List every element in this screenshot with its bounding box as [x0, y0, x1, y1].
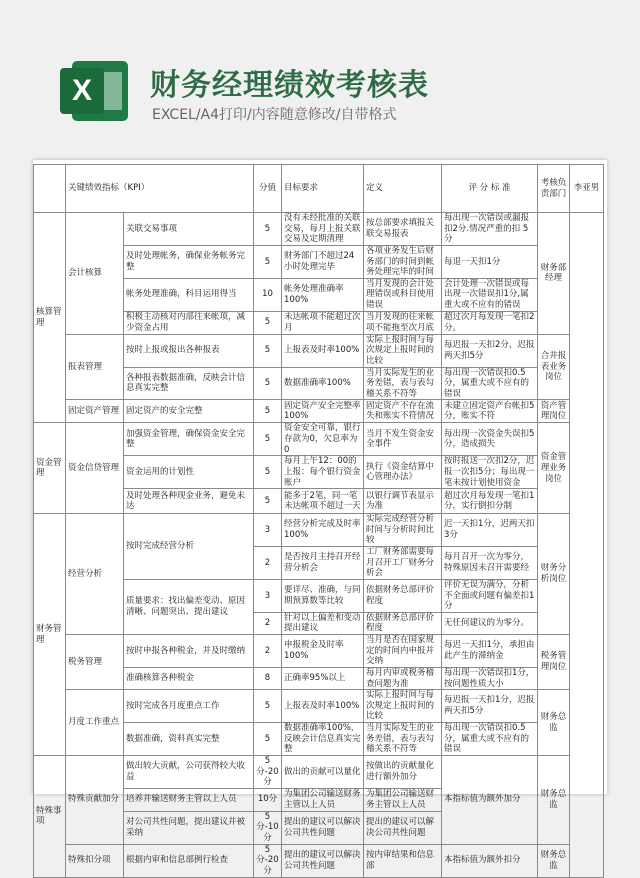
definition-cell: 固定资产不存在流失和账实不符情况	[364, 400, 442, 423]
item-cell: 培养并输送财务主管以上人员	[124, 788, 254, 811]
definition-cell: 实际上报时间与每次规定上报时间的比较	[364, 334, 442, 367]
item-cell: 固定资产的安全完整	[124, 400, 254, 423]
item-cell: 帐务处理准确，科目运用得当	[124, 278, 254, 311]
standard-cell: 每出现一次资金失误扣5分，造成损失	[442, 423, 538, 456]
target-cell: 正确率95%以上	[282, 667, 364, 689]
standard-cell: 按时报送一次扣2分，迟报一次扣5分；每出现一笔未按计划使用资金	[442, 456, 538, 489]
table-row	[34, 755, 604, 788]
page-header	[0, 0, 640, 145]
table-row	[34, 635, 604, 668]
target-cell: 帐务处理准确率100%	[282, 278, 364, 311]
dept-cell: 财务部经理	[538, 213, 570, 335]
group-cell: 资金管理	[34, 423, 66, 514]
standard-cell: 会计处理一次错误或每出现一次错误扣1分,属重大或不应有的错误	[442, 278, 538, 311]
definition-cell: 当月发现的往来帐项不能拖至次月底	[364, 311, 442, 334]
dept-cell: 合并报表业务岗位	[538, 334, 570, 400]
item-cell: 按时申报各种税金，并及时缴纳	[124, 635, 254, 668]
standard-cell: 每迟报一天扣2分，迟报两天扣5分	[442, 334, 538, 367]
definition-cell: 执行《资金结算中心管理办法》	[364, 456, 442, 489]
page-title: 财务经理绩效考核表	[150, 68, 429, 103]
target-cell: 数据准确率100%，反映会计信息真实完整	[282, 723, 364, 756]
score-cell: 5	[254, 213, 282, 246]
target-cell: 申报税金及时率100%	[282, 635, 364, 668]
target-cell: 经营分析完成及时率100%	[282, 514, 364, 547]
table-header-row	[34, 165, 604, 213]
standard-cell: 迟一天扣1分，迟两天扣3分	[442, 514, 538, 547]
score-cell: 5	[254, 489, 282, 514]
page-subtitle: EXCEL/A4打印/内容随意修改/自带格式	[152, 107, 397, 123]
standard-cell: 每月召开一次为零分，特殊原因未召开需要经	[442, 547, 538, 580]
definition-cell: 实际完成经营分析时间与分析时间比较	[364, 514, 442, 547]
target-cell: 要详尽、准确，与同期预算数等比较	[282, 579, 364, 612]
person-cell	[570, 213, 604, 878]
standard-cell: 本指标值为额外加分	[442, 755, 538, 844]
item-cell: 数据准确，资料真实完整	[124, 723, 254, 756]
item-cell: 各种报表数据准确，反映会计信息真实完整	[124, 367, 254, 400]
header-definition: 定义	[364, 165, 442, 213]
target-cell: 上报表及时率100%	[282, 334, 364, 367]
score-cell: 5	[254, 456, 282, 489]
excel-logo-letter: X	[60, 68, 104, 114]
item-cell: 按时完成各月度重点工作	[124, 690, 254, 723]
definition-cell: 当月发现的会计处理错误或科目使用错误	[364, 278, 442, 311]
target-cell: 资金安全可靠，银行存款为0，欠息率为0	[282, 423, 364, 456]
item-cell: 积极主动核对内部往来帐项，减少资金占用	[124, 311, 254, 334]
category-cell: 报表管理	[66, 334, 124, 400]
category-cell: 税务管理	[66, 635, 124, 690]
standard-cell: 未建立固定资产台帐扣5分，账实不符	[442, 400, 538, 423]
item-cell: 按时上报或报出各种报表	[124, 334, 254, 367]
dept-cell: 财务总监	[538, 844, 570, 877]
header-person: 李亚男	[570, 165, 604, 213]
standard-cell: 评价无误为满分，分析不全面或问题有偏差扣1分	[442, 579, 538, 612]
score-cell: 5	[254, 245, 282, 278]
score-cell: 2	[254, 612, 282, 634]
score-cell: 5	[254, 400, 282, 423]
item-cell: 准确核算各种税金	[124, 667, 254, 689]
group-cell: 核算管理	[34, 213, 66, 423]
target-cell: 提出的建议可以解决公司共性问题	[282, 811, 364, 844]
definition-cell: 按总部要求填报关联交易报表	[364, 213, 442, 246]
header-dept: 考核负责部门	[538, 165, 570, 213]
target-cell: 固定资产安全完整率100%	[282, 400, 364, 423]
group-cell: 特殊事项	[34, 755, 66, 877]
target-cell: 没有未经批准的关联交易，每月上报关联交易及定期清理	[282, 213, 364, 246]
definition-cell: 依据财务总部评价程度	[364, 612, 442, 634]
target-cell: 是否按月主持召开经营分析会	[282, 547, 364, 580]
score-cell: 3	[254, 514, 282, 547]
definition-cell: 每月内审或税务稽查问题为准	[364, 667, 442, 689]
target-cell: 提出的建议可以解决公司共性问题	[282, 844, 364, 877]
definition-cell: 当月实际发生的业务差错，表与表勾稽关系不符等	[364, 723, 442, 756]
score-cell: 2	[254, 547, 282, 580]
item-cell: 对公司共性问题，提出建议并被采纳	[124, 811, 254, 844]
table-row	[34, 514, 604, 547]
item-cell: 及时处理帐务，确保业务帐务完整	[124, 245, 254, 278]
score-cell: 2	[254, 635, 282, 668]
standard-cell: 每退一天扣1分	[442, 245, 538, 278]
score-cell: 5分-20分	[254, 844, 282, 877]
definition-cell: 按做出的贡献量化进行额外加分	[364, 755, 442, 788]
target-cell: 未达帐项不能超过次月	[282, 311, 364, 334]
header-score: 分值	[254, 165, 282, 213]
table-row	[34, 213, 604, 246]
target-cell: 能多于2笔，同一笔未达帐项不超过一天	[282, 489, 364, 514]
definition-cell: 按内审结果和信息部	[364, 844, 442, 877]
dept-cell: 税务管理岗位	[538, 635, 570, 690]
header-kpi: 关键绩效指标（KPI）	[66, 165, 254, 213]
category-cell: 资金信贷管理	[66, 423, 124, 514]
spreadsheet-sheet	[33, 160, 607, 876]
score-cell: 5分-10分	[254, 811, 282, 844]
item-cell: 及时处理各种现金业务，避免未达	[124, 489, 254, 514]
score-cell: 5	[254, 690, 282, 723]
dept-cell: 财务分析岗位	[538, 514, 570, 635]
score-cell: 5	[254, 723, 282, 756]
item-cell: 加强资金管理，确保资金安全完整	[124, 423, 254, 456]
definition-cell: 各项业务发生后财务部门的时间到帐务处理完毕的时间	[364, 245, 442, 278]
excel-icon	[52, 58, 128, 124]
score-cell: 5	[254, 334, 282, 367]
table-row	[34, 423, 604, 456]
category-cell: 月度工作重点	[66, 690, 124, 756]
definition-cell: 当月不发生资金安全事件	[364, 423, 442, 456]
definition-cell: 依据财务总部评价程度	[364, 579, 442, 612]
category-cell: 特殊贡献加分	[66, 755, 124, 844]
item-cell: 质量要求：找出偏差变动、原因清晰、问题突出、提出建议	[124, 579, 254, 634]
target-cell: 做出的贡献可以量化	[282, 755, 364, 788]
score-cell: 8	[254, 667, 282, 689]
target-cell: 财务部门不超过24小时处理完毕	[282, 245, 364, 278]
score-cell: 3	[254, 579, 282, 612]
definition-cell: 当月实际发生的业务差错，表与表勾稽关系不符等	[364, 367, 442, 400]
score-cell: 10	[254, 278, 282, 311]
target-cell: 为集团公司输送财务主管以上人员	[282, 788, 364, 811]
standard-cell: 每迟一天扣1分，承担由此产生的滞纳金	[442, 635, 538, 668]
definition-cell: 工厂财务部需要每月召开工厂财务分析会	[364, 547, 442, 580]
standard-cell: 每出现一次错误或漏报扣2分.情况严重的扣 5 分	[442, 213, 538, 246]
category-cell: 会计核算	[66, 213, 124, 335]
header-standard: 评 分 标 准	[442, 165, 538, 213]
standard-cell: 超过次月每发现一笔扣1分，实行倒扣分制	[442, 489, 538, 514]
score-cell: 5	[254, 311, 282, 334]
header-target: 目标要求	[282, 165, 364, 213]
definition-cell: 为集团公司输送财务主管以上人员	[364, 788, 442, 811]
definition-cell: 提出的建议可以解决公司共性问题	[364, 811, 442, 844]
definition-cell: 当月是否在国家规定的时间内申报并交纳	[364, 635, 442, 668]
category-cell: 经营分析	[66, 514, 124, 635]
dept-cell: 资产管理岗位	[538, 400, 570, 423]
category-cell: 特殊扣分项	[66, 844, 124, 877]
group-cell: 财务管理	[34, 514, 66, 756]
definition-cell: 以银行调节表显示为准	[364, 489, 442, 514]
standard-cell: 每迟报一天扣1分，迟报两天扣5分	[442, 690, 538, 723]
target-cell: 上报表及时率100%	[282, 690, 364, 723]
standard-cell: 每出现一次错误扣1分，按问题性质大小	[442, 667, 538, 689]
target-cell: 针对以上偏差和变动提出建议	[282, 612, 364, 634]
dept-cell: 资金管理业务岗位	[538, 423, 570, 514]
target-cell: 数据准确率100%	[282, 367, 364, 400]
definition-cell: 实际上报时间与每次规定上报时间的比较	[364, 690, 442, 723]
standard-cell: 本指标值为额外扣分	[442, 844, 538, 877]
category-cell: 固定资产管理	[66, 400, 124, 423]
score-cell: 10分	[254, 788, 282, 811]
table-row	[34, 400, 604, 423]
table-row	[34, 690, 604, 723]
standard-cell: 每出现一次错误扣0.5分，属重大或不应有的错误	[442, 723, 538, 756]
score-cell: 5分-20分	[254, 755, 282, 788]
item-cell: 资金运用的计划性	[124, 456, 254, 489]
score-cell: 5	[254, 367, 282, 400]
standard-cell: 每出现一次错误扣0.5分，属重大或不应有的错误	[442, 367, 538, 400]
dept-cell: 财务总监	[538, 755, 570, 844]
item-cell: 根据内审和信息部例行检查	[124, 844, 254, 877]
standard-cell: 超过次月每发现一笔扣2分。	[442, 311, 538, 334]
item-cell: 按时完成经营分析	[124, 514, 254, 580]
score-cell: 5	[254, 423, 282, 456]
item-cell: 做出较大贡献，公司获得较大收益	[124, 755, 254, 788]
table-row	[34, 334, 604, 367]
header-cell	[34, 165, 66, 213]
table-row	[34, 844, 604, 877]
item-cell: 关联交易事项	[124, 213, 254, 246]
target-cell: 每月上午12：00的上报：每个银行资金账户	[282, 456, 364, 489]
dept-cell: 财务总监	[538, 690, 570, 756]
standard-cell: 无任何建议的为零分。	[442, 612, 538, 634]
kpi-table	[33, 164, 604, 878]
